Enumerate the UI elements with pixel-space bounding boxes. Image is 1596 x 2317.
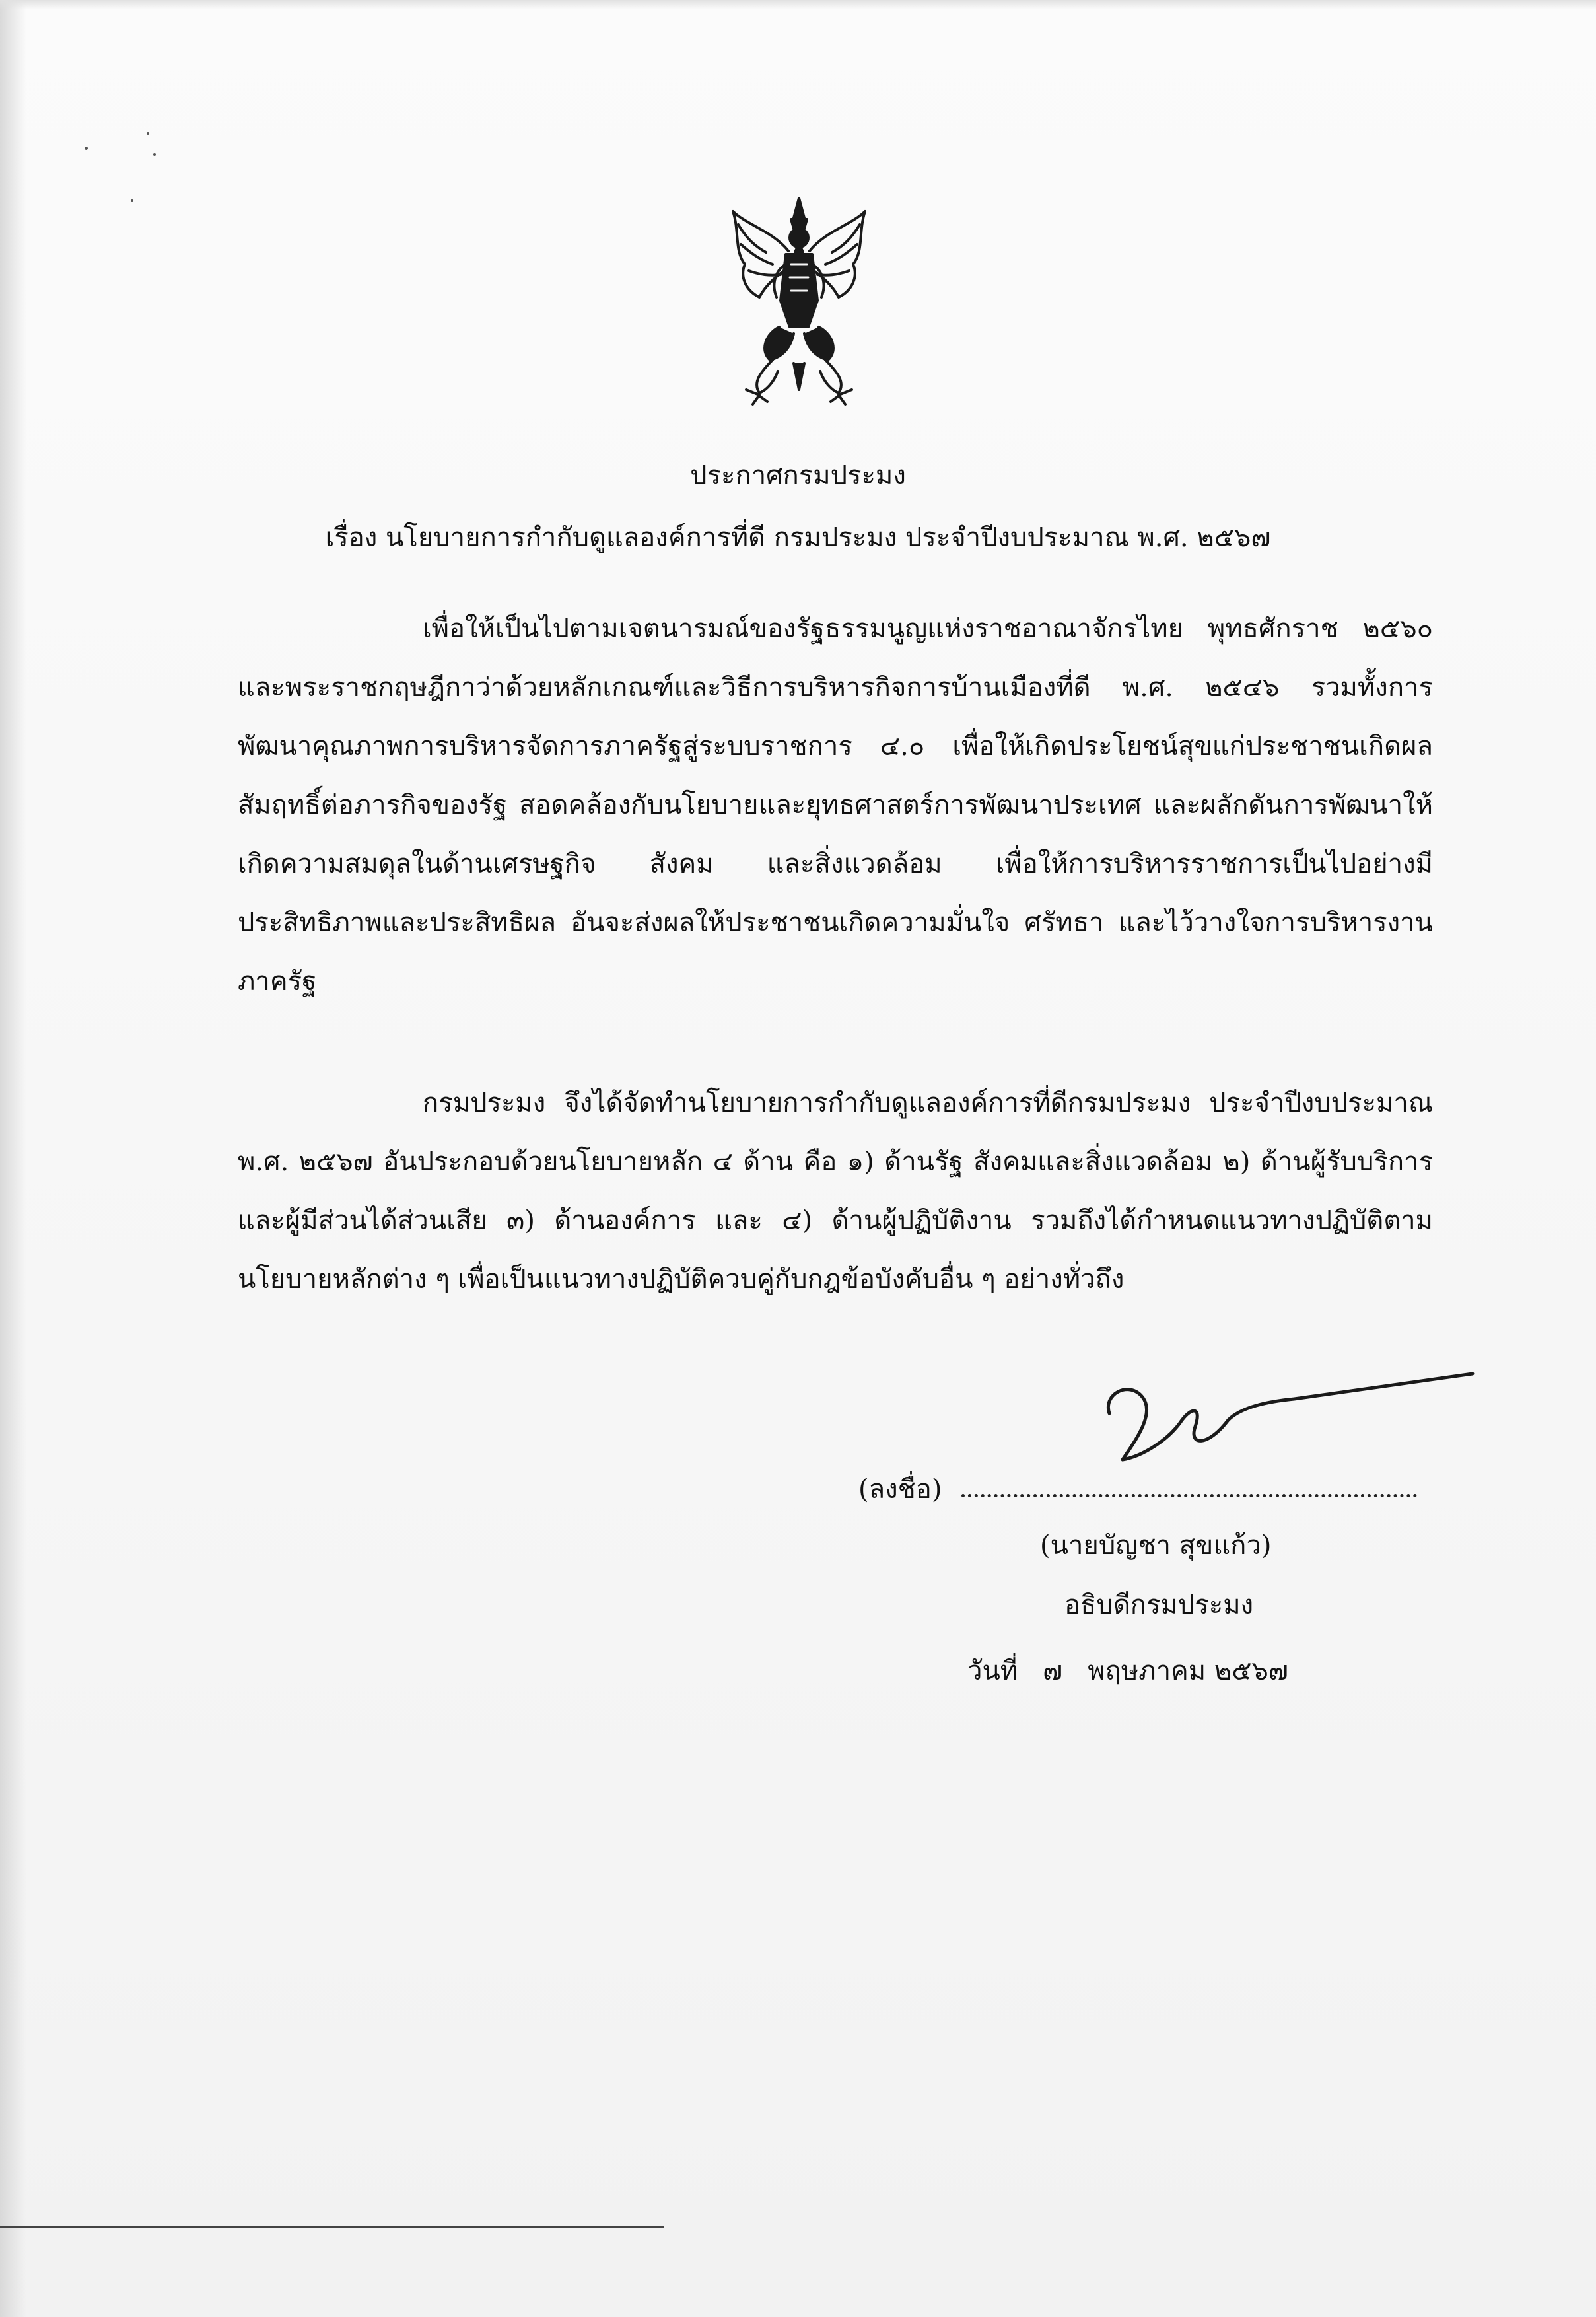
signature-dotted-line xyxy=(961,1494,1417,1497)
body-paragraph-1: เพื่อให้เป็นไปตามเจตนารมณ์ของรัฐธรรมนูญแห่งราชอาณาจักรไทย พุทธศักราช ๒๕๖๐ และพระราชกฤษฎีกาว่าด้วยหลักเกณฑ์และวิธีการบริหารกิจการบ้านเมืองที่ดี พ.ศ. ๒๕๔๖ รวมทั้งการพัฒนาคุณภาพการบริหารจัดการภาครัฐสู่ระบบราชการ ๔.๐ เพื่อให้เกิดประโยชน์สุขแก่ประชาชนเกิดผลสัมฤทธิ์ต่อภารกิจของรัฐ สอดคล้องกับนโยบายและยุทธศาสตร์การพัฒนาประเทศ และผลักดันการพัฒนาให้เกิดความสมดุลในด้านเศรษฐกิจ สังคม และสิ่งแวดล้อม เพื่อให้การบริหารราชการเป็นไปอย่างมีประสิทธิภาพและประสิทธิผล อันจะส่งผลให้ประชาชนเกิดความมั่นใจ ศรัทธา และไว้วางใจการบริหารงานภาครัฐ xyxy=(238,614,1433,997)
signer-position: อธิบดีกรมประมง xyxy=(1064,1590,1254,1620)
scan-speck xyxy=(147,132,149,135)
signature-prefix: (ลงชื่อ) xyxy=(858,1474,942,1505)
announcement-issuer-title: ประกาศกรมประมง xyxy=(690,460,906,491)
date-day: ๗ xyxy=(1043,1656,1063,1686)
announcement-subject: เรื่อง นโยบายการกำกับดูแลองค์การที่ดี กรมประมง ประจำปีงบประมาณ พ.ศ. ๒๕๖๗ xyxy=(325,522,1271,553)
scan-speck xyxy=(131,199,133,202)
signer-name: (นายบัญชา สุขแก้ว) xyxy=(1040,1530,1272,1561)
date-line xyxy=(967,1651,1313,1691)
date-month-year: พฤษภาคม ๒๕๖๗ xyxy=(1088,1656,1288,1686)
handwritten-signature xyxy=(1083,1341,1479,1486)
body-paragraph-2: กรมประมง จึงได้จัดทำนโยบายการกำกับดูแลองค์การที่ดีกรมประมง ประจำปีงบประมาณ พ.ศ. ๒๕๖๗ อันประกอบด้วยนโยบายหลัก ๔ ด้าน คือ ๑) ด้านรัฐ สังคมและสิ่งแวดล้อม ๒) ด้านผู้รับบริการและผู้มีส่วนได้ส่วนเสีย ๓) ด้านองค์การ และ ๔) ด้านผู้ปฏิบัติงาน รวมถึงได้กำหนดแนวทางปฏิบัติตามนโยบายหลักต่าง ๆ เพื่อเป็นแนวทางปฏิบัติควบคู่กับกฎข้อบังคับอื่น ๆ อย่างทั่วถึง xyxy=(238,1088,1433,1295)
scan-speck xyxy=(153,153,156,156)
scan-top-edge xyxy=(0,0,1596,9)
scan-speck xyxy=(85,147,88,150)
garuda-emblem-icon xyxy=(720,192,878,410)
bottom-rule xyxy=(0,2226,664,2228)
scan-left-shadow xyxy=(0,0,26,2317)
date-label: วันที่ xyxy=(967,1656,1018,1686)
